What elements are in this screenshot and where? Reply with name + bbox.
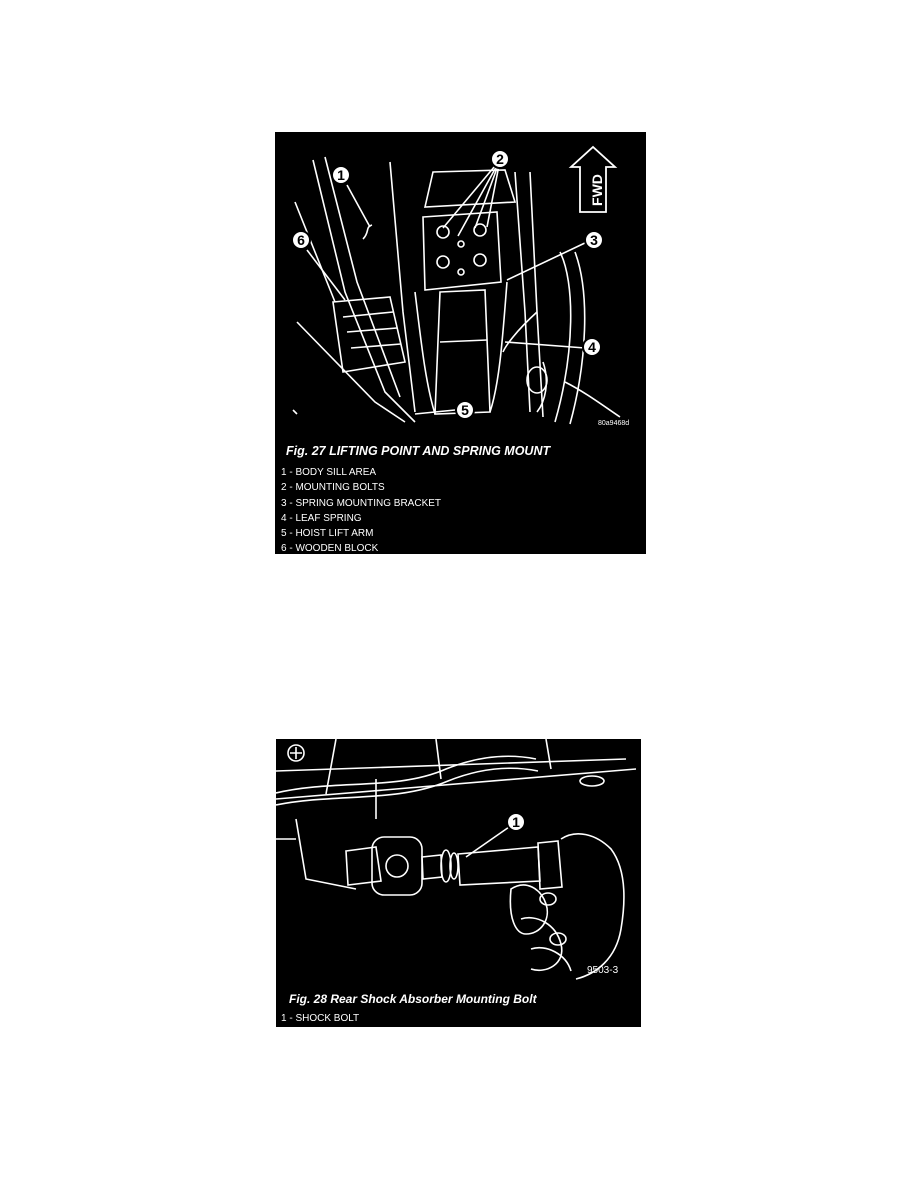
fwd-direction-label: FWD <box>589 174 605 206</box>
callout-1: 1 <box>506 812 526 832</box>
figure-caption: Fig. 28 Rear Shock Absorber Mounting Bolt <box>289 992 537 1006</box>
legend-item: 4 - LEAF SPRING <box>281 512 362 524</box>
callout-1: 1 <box>331 165 351 185</box>
legend-item: 1 - BODY SILL AREA <box>281 467 377 478</box>
legend-item: 5 - HOIST LIFT ARM <box>281 528 374 540</box>
shock-bolt-illustration <box>276 739 641 989</box>
figure-reference-id: 9503-3 <box>587 965 619 976</box>
legend-item: 2 - MOUNTING BOLTS <box>281 482 385 494</box>
figure-reference-id: 80a9468d <box>598 420 630 427</box>
figure-legend <box>281 1011 359 1026</box>
callout-6: 6 <box>291 230 311 250</box>
figure-28 <box>276 739 641 1027</box>
legend-item: 3 - SPRING MOUNTING BRACKET <box>281 497 442 509</box>
callout-4: 4 <box>582 337 602 357</box>
callout-3: 3 <box>584 230 604 250</box>
figure-27 <box>275 132 646 554</box>
callout-5: 5 <box>455 400 475 420</box>
callout-2: 2 <box>490 149 510 169</box>
figure-caption: Fig. 27 LIFTING POINT AND SPRING MOUNT <box>286 444 551 458</box>
legend-item: 1 - SHOCK BOLT <box>281 1013 360 1024</box>
legend-item: 6 - WOODEN BLOCK <box>281 543 379 554</box>
figure-legend <box>281 465 441 554</box>
